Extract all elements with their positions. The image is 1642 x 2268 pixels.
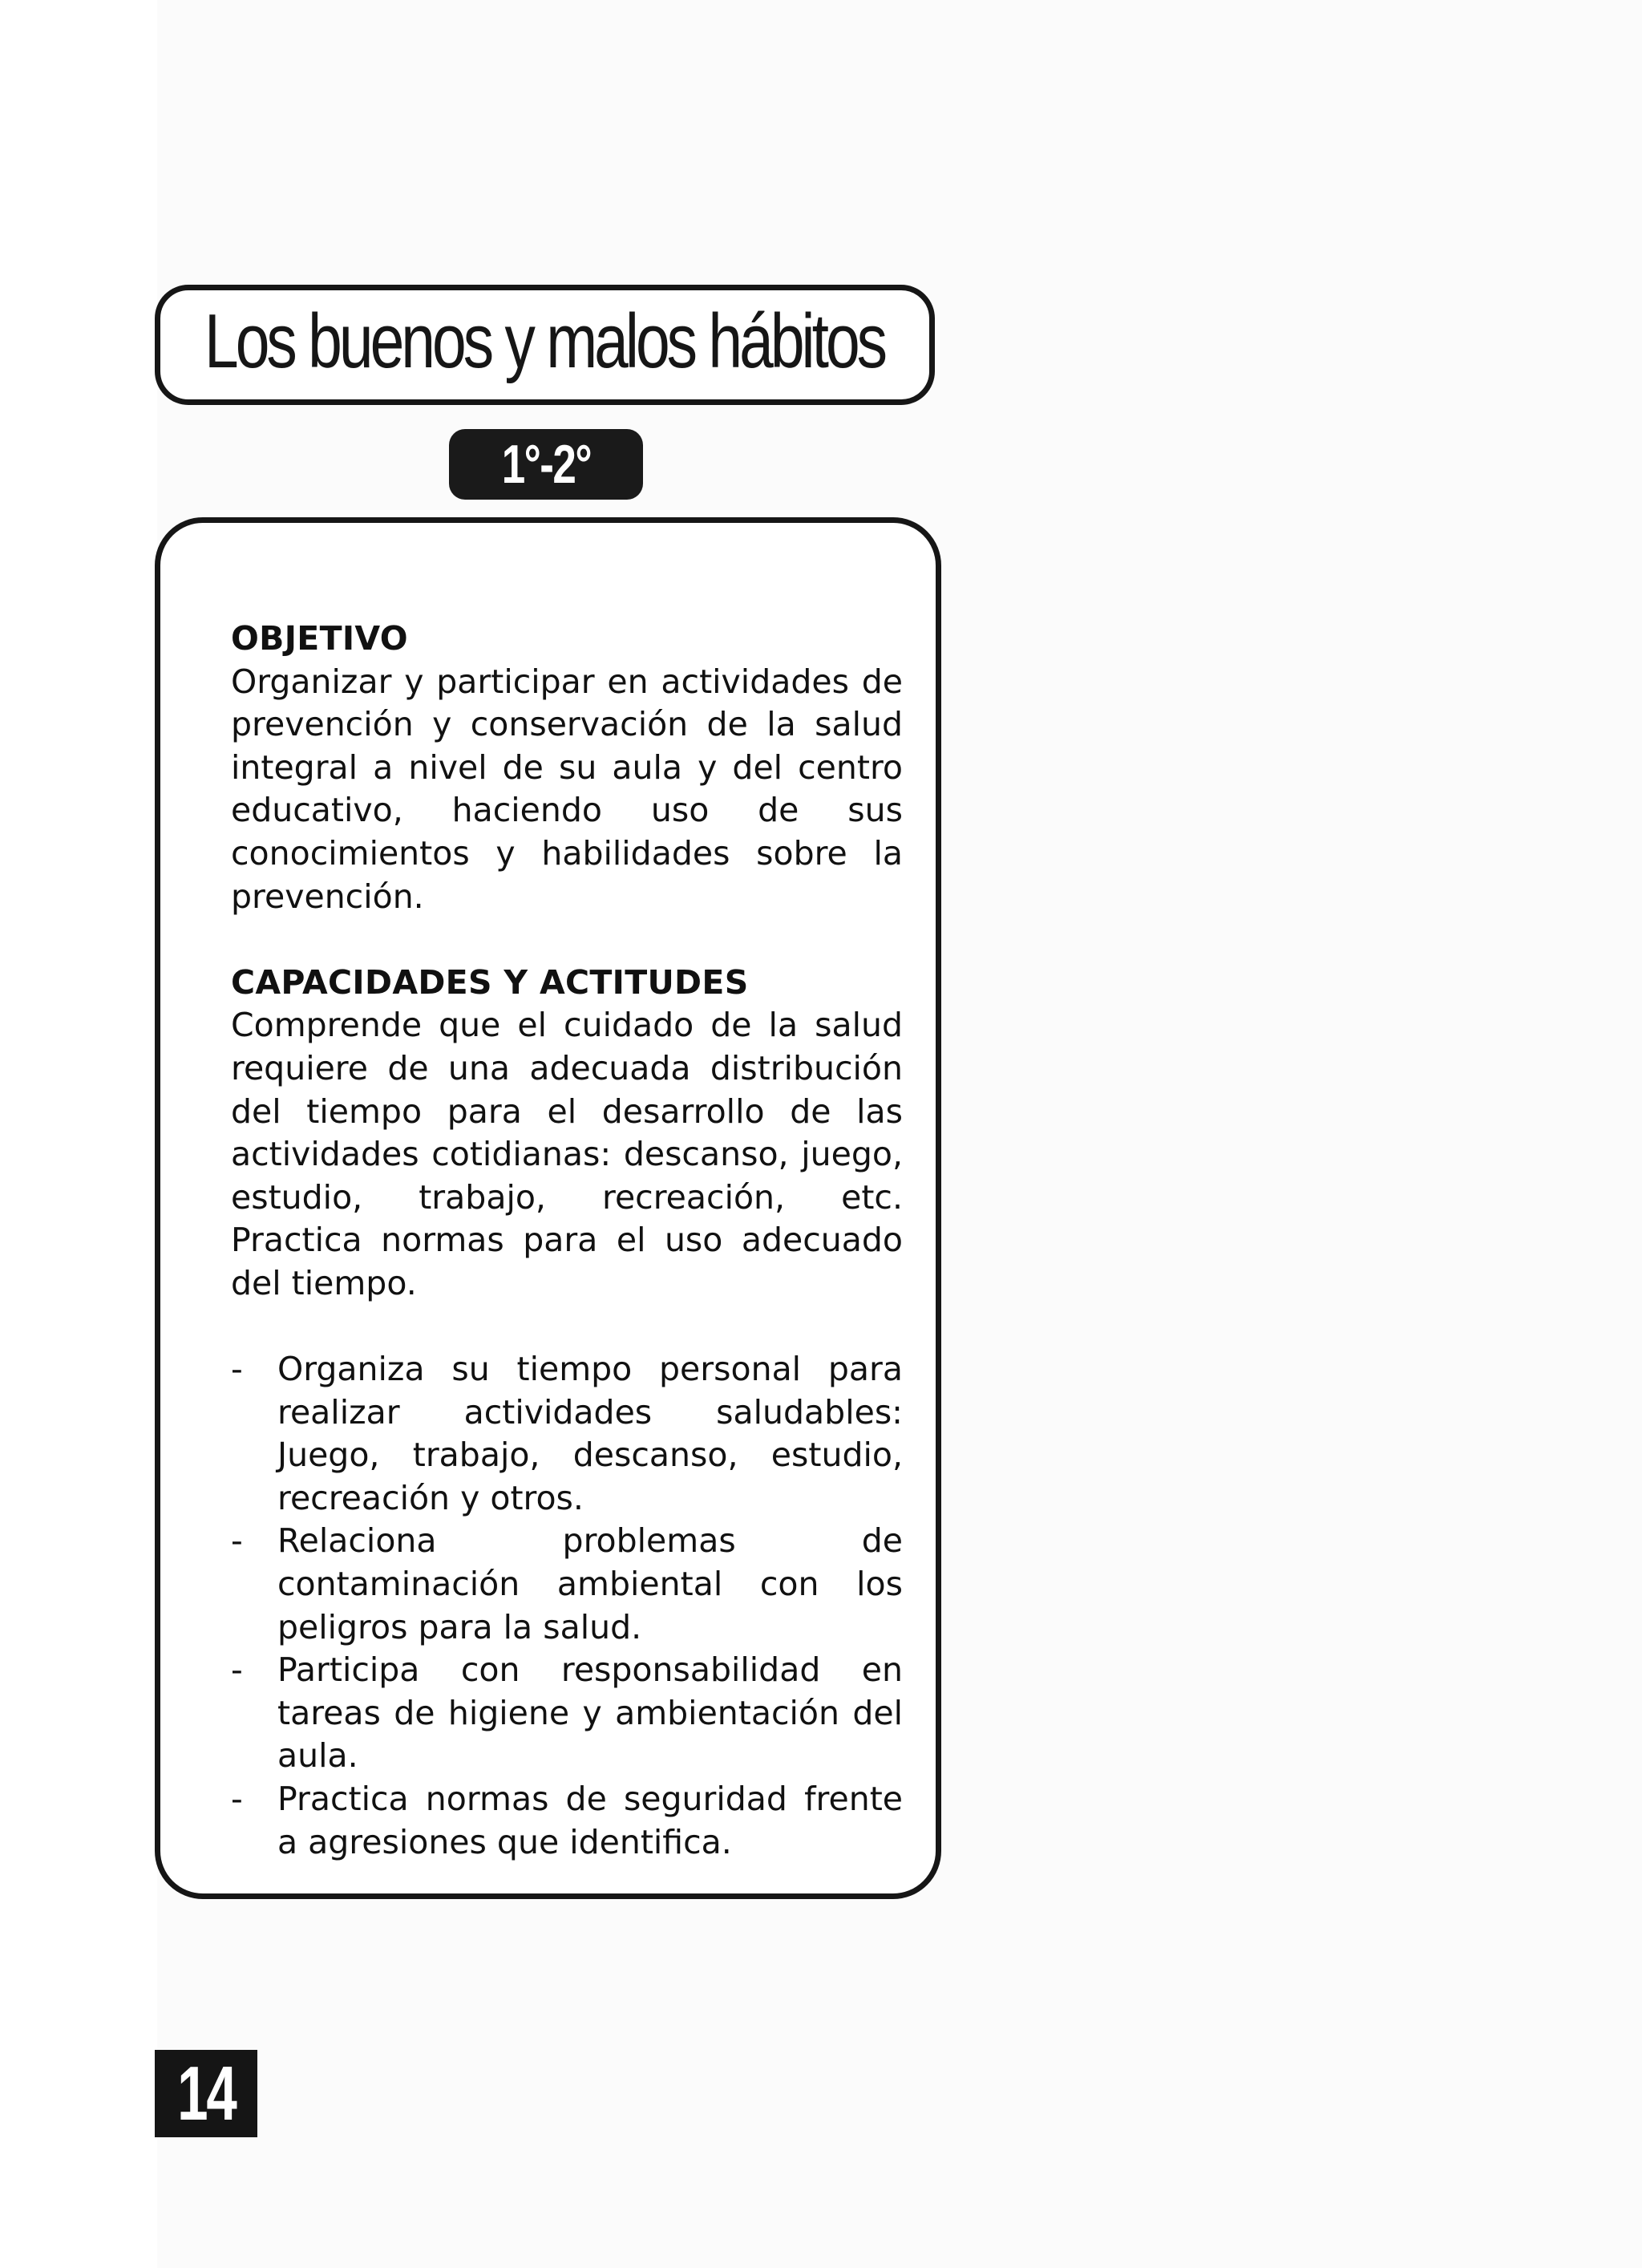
page-number: 14 [176, 2050, 236, 2136]
list-item-text: Organiza su tiempo personal para realizar actividades saludables: Juego, trabajo, descanso, estudio, recreación y otros. [277, 1350, 903, 1517]
capacities-text: Comprende que el cuidado de la salud requiere de una adecuada distribución del tiempo para el desarrollo de las actividades cotidianas: descanso, juego, estudio, trabajo, recreación, etc. Practica normas para el uso adecuado del tiempo. [231, 1006, 903, 1302]
bullet-dash: - [231, 1650, 243, 1690]
spacer [231, 918, 903, 962]
capacities-list [231, 1348, 903, 1864]
title-box [155, 285, 935, 405]
bullet-dash: - [231, 1350, 243, 1389]
objective-heading: OBJETIVO [231, 619, 408, 658]
list-item-text: Relaciona problemas de contaminación ambiental con los peligros para la salud. [277, 1521, 903, 1646]
grade-badge [449, 429, 643, 500]
list-item-text: Participa con responsabilidad en tareas de higiene y ambientación del aula. [277, 1650, 903, 1776]
grade-label: 1°-2° [501, 434, 591, 495]
page-number-box [155, 2050, 257, 2137]
bullet-dash: - [231, 1521, 243, 1561]
capacities-heading: CAPACIDADES Y ACTITUDES [231, 962, 749, 1002]
bullet-dash: - [231, 1780, 243, 1819]
list-item-text: Practica normas de seguridad frente a agresiones que identifica. [277, 1780, 903, 1861]
list-item [231, 1348, 903, 1520]
list-item [231, 1778, 903, 1864]
objective-text: Organizar y participar en actividades de prevención y conservación de la salud integral a nivel de su aula y del centro educativo, haciendo uso de sus conocimientos y habilidades sobre la prevención. [231, 662, 903, 916]
page-title: Los buenos y malos hábitos [204, 298, 885, 384]
list-item [231, 1520, 903, 1649]
spacer [231, 1306, 903, 1349]
content-area [231, 618, 903, 1864]
list-item [231, 1649, 903, 1778]
